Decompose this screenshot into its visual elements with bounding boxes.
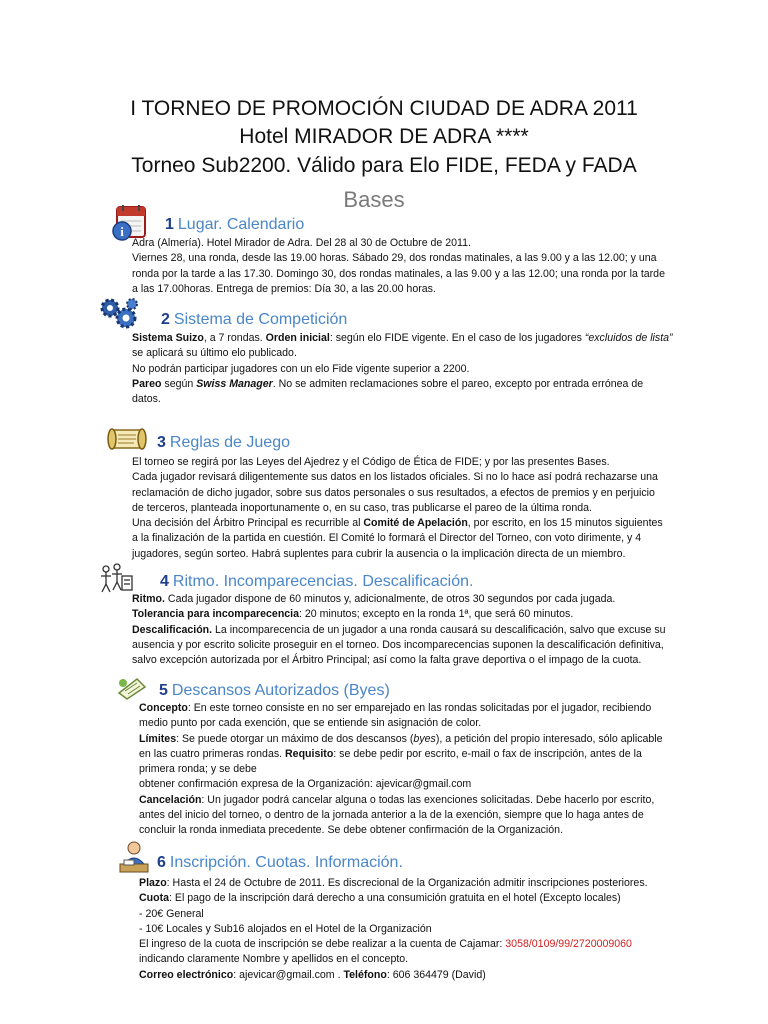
text-line: Sistema Suizo, a 7 rondas. Orden inicial: según elo FIDE vigente. En el caso de los jugadores “excluidos de lista” xyxy=(132,332,673,344)
tournament-title: I TORNEO DE PROMOCIÓN CIUDAD DE ADRA 2011 xyxy=(130,97,638,120)
text-line: de terceros, planteada inoportunamente o, en su caso, tras publicarse el pareo de la última ronda. xyxy=(132,501,592,514)
text-line: Cuota: El pago de la inscripción dará derecho a una consumición gratuita en el hotel (Excepto locales) xyxy=(139,892,621,905)
text-line: Pareo según Swiss Manager. No se admiten reclamaciones sobre el pareo, excepto por entrada errónea de xyxy=(132,377,644,390)
section-2-heading xyxy=(161,311,347,329)
person-desk-icon xyxy=(118,840,150,876)
text-line: antes del inicio del torneo, o dentro de la jornada anterior a la de la exención, siempre que lo haga antes de xyxy=(139,809,644,822)
section-title: Sistema de Competición xyxy=(173,311,348,328)
text-line: indicando claramente Nombre y apellidos en el concepto. xyxy=(139,953,409,966)
text-line: concluir la ronda inmediata precedente. Se debe obtener confirmación de la Organización. xyxy=(139,824,564,837)
text-line: Plazo: Hasta el 24 de Octubre de 2011. Es discrecional de la Organización admitir inscripciones posteriores. xyxy=(139,877,648,889)
section-3-heading xyxy=(157,434,290,452)
text-line: El ingreso de la cuota de inscripción se debe realizar a la cuenta de Cajamar: 3058/0109/99/2720009060 xyxy=(139,938,632,951)
text-line: ronda por la tarde a las 17.30. Domingo 30, dos rondas matinales, a las 9.00 y a las 12.00; una ronda por la tarde xyxy=(132,267,665,280)
section-5-body xyxy=(139,701,663,839)
text-line: Descalificación. La incomparecencia de un jugador a una ronda causará su descalificación, salvo que excuse su xyxy=(132,623,666,636)
people-icon xyxy=(98,562,134,594)
tournament-subtitle: Torneo Sub2200. Válido para Elo FIDE, FEDA y FADA xyxy=(131,154,637,177)
section-4-heading xyxy=(160,573,473,591)
text-line: - 10€ Locales y Sub16 alojados en el Hotel de la Organización xyxy=(139,922,432,935)
section-number: 6 xyxy=(157,854,166,871)
text-line: en las cuatro primeras rondas. Requisito: se debe pedir por escrito, e-mail o fax de inscripción, antes de la xyxy=(139,747,642,760)
section-2-body xyxy=(132,331,673,407)
section-3-body xyxy=(132,455,663,562)
section-1-body xyxy=(132,236,665,297)
text-line: Una decisión del Árbitro Principal es recurrible al Comité de Apelación, por escrito, en los 15 minutos siguientes xyxy=(132,517,663,530)
section-title: Inscripción. Cuotas. Información. xyxy=(169,854,403,871)
text-line: - 20€ General xyxy=(139,907,204,920)
text-line: se aplicará su último elo publicado. xyxy=(132,347,297,360)
text-line: ausencia y por escrito solicite proseguir en el torneo. Dos incomparecencias suponen la descalificación definitiva, xyxy=(132,638,664,651)
section-number: 5 xyxy=(159,682,168,699)
section-number: 1 xyxy=(165,216,174,233)
text-line: Concepto: En este torneo consiste en no ser emparejado en las rondas solicitadas por el jugador, recibiendo xyxy=(139,702,652,714)
bases-heading: Bases xyxy=(343,187,405,212)
text-line: Viernes 28, una ronda, desde las 19.00 horas. Sábado 29, dos rondas matinales, a las 9.00 y a las 12.00; y una xyxy=(132,252,657,265)
text-line: Cada jugador revisará diligentemente sus datos en los listados oficiales. Si no lo hace así podrá rechazarse una xyxy=(132,471,658,484)
text-line: jugadores, según sorteo. Habrá suplentes para cubrir la ausencia o la implicación directa de un miembro. xyxy=(132,547,626,560)
hotel-name: Hotel MIRADOR DE ADRA **** xyxy=(239,125,529,148)
text-line: datos. xyxy=(132,393,161,406)
section-number: 3 xyxy=(157,434,166,451)
text-line: a la finalización de la partida en cuestión. El Comité lo formará el Director del Torneo, con voto dirimente, y 4 xyxy=(132,532,642,545)
section-title: Descansos Autorizados (Byes) xyxy=(171,682,390,699)
notes-icon xyxy=(115,675,149,701)
gears-icon xyxy=(98,296,140,330)
text-line: primera ronda; y se debe xyxy=(139,763,257,776)
section-title: Reglas de Juego xyxy=(169,434,290,451)
section-number: 4 xyxy=(160,573,169,590)
text-line: Adra (Almería). Hotel Mirador de Adra. Del 28 al 30 de Octubre de 2011. xyxy=(132,237,471,249)
text-line: El torneo se regirá por las Leyes del Ajedrez y el Código de Ética de FIDE; y por las presentes Bases. xyxy=(132,456,610,468)
text-line: No podrán participar jugadores con un elo Fide vigente superior a 2200. xyxy=(132,362,470,375)
section-1-heading xyxy=(165,216,304,234)
text-line: Correo electrónico: ajevicar@gmail.com . Teléfono: 606 364479 (David) xyxy=(139,968,486,981)
section-title: Ritmo. Incomparecencias. Descalificación. xyxy=(172,573,474,590)
section-5-heading xyxy=(159,682,390,700)
section-title: Lugar. Calendario xyxy=(177,216,305,233)
section-4-body xyxy=(132,592,666,668)
svg-text:i: i xyxy=(120,224,124,239)
text-line: Cancelación: Un jugador podrá cancelar alguna o todas las exenciones solicitadas. Debe hacerlo por escrito, xyxy=(139,793,655,806)
scroll-icon xyxy=(106,424,148,454)
text-line: salvo excepción autorizada por el Árbitro Principal; así como la falta grave deportiva o el impago de la cuota. xyxy=(132,654,642,667)
text-line: Tolerancia para incomparecencia: 20 minutos; excepto en la ronda 1ª, que será 60 minutos. xyxy=(132,608,574,621)
text-line: obtener confirmación expresa de la Organización: ajevicar@gmail.com xyxy=(139,778,472,791)
text-line: Límites: Se puede otorgar un máximo de dos descansos (byes), a petición del propio interesado, sólo aplicable xyxy=(139,732,663,745)
text-line: reclamación de dicho jugador, sobre sus datos personales o sus resultados, a efectos de premios y en perjuicio xyxy=(132,486,655,499)
section-6-heading xyxy=(157,854,403,872)
section-6-body xyxy=(139,876,648,983)
text-line: Ritmo. Cada jugador dispone de 60 minutos y, adicionalmente, de otros 30 segundos por cada jugada. xyxy=(132,593,616,605)
text-line: medio punto por cada exención, que se entiende sin asignación de color. xyxy=(139,717,482,730)
text-line: a las 17.00horas. Entrega de premios: Día 30, a las 20.00 horas. xyxy=(132,282,436,295)
bank-account-number: 3058/0109/99/2720009060 xyxy=(505,938,632,951)
section-number: 2 xyxy=(161,311,170,328)
